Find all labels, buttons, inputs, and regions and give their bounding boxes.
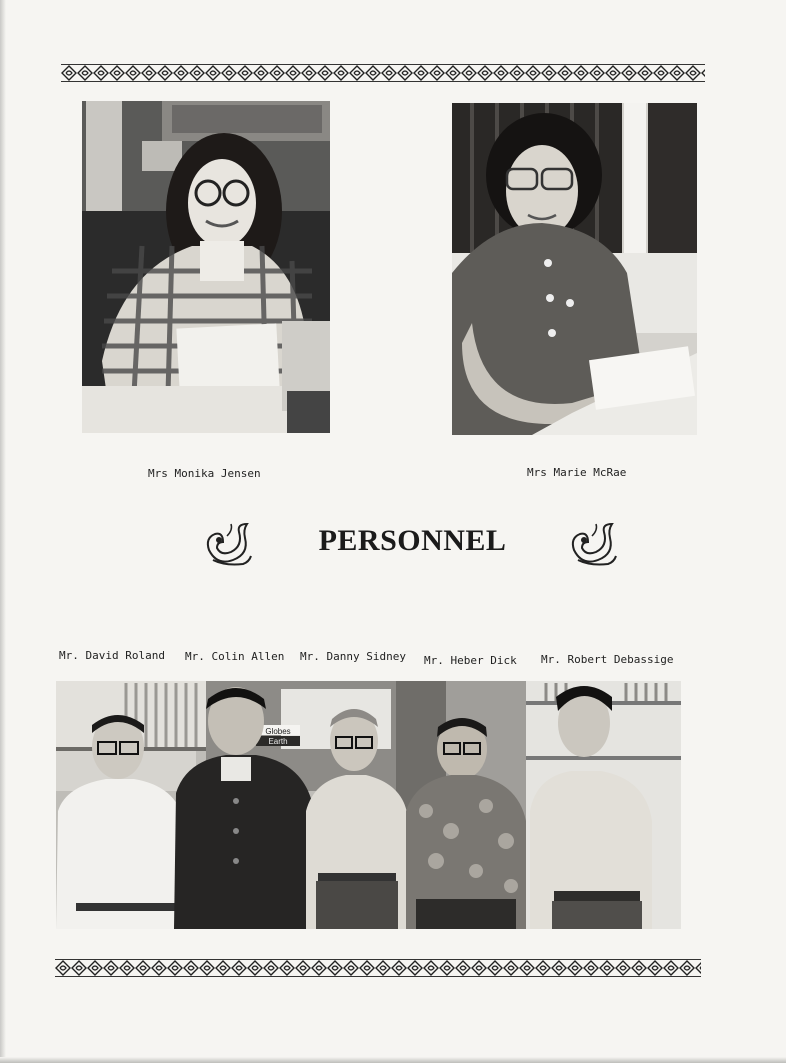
photo-monika-jensen xyxy=(82,101,330,433)
border-knot-motif xyxy=(78,66,92,80)
border-knot-motif xyxy=(616,961,630,975)
border-knot-motif xyxy=(670,66,684,80)
border-knot-motif xyxy=(56,961,70,975)
border-knot-motif xyxy=(238,66,252,80)
border-knot-motif xyxy=(334,66,348,80)
photo-marie-mcrae xyxy=(452,103,697,435)
border-knot-motif xyxy=(472,961,486,975)
border-knot-motif xyxy=(296,961,310,975)
border-knot-motif xyxy=(574,66,588,80)
caption-david-roland: Mr. David Roland xyxy=(59,649,165,662)
border-knot-motif xyxy=(216,961,230,975)
border-knot-motif xyxy=(120,961,134,975)
border-knot-motif xyxy=(462,66,476,80)
bottom-decorative-border xyxy=(55,959,701,977)
border-knot-motif xyxy=(392,961,406,975)
border-knot-motif xyxy=(654,66,668,80)
border-knot-motif xyxy=(184,961,198,975)
border-knot-motif xyxy=(302,66,316,80)
border-knot-motif xyxy=(478,66,492,80)
border-knot-motif xyxy=(104,961,118,975)
caption-robert-debassige: Mr. Robert Debassige xyxy=(541,653,674,666)
border-knot-motif xyxy=(686,66,700,80)
caption-monika-jensen: Mrs Monika Jensen xyxy=(148,467,261,480)
border-knot-motif xyxy=(142,66,156,80)
border-knot-motif xyxy=(376,961,390,975)
border-knot-motif xyxy=(600,961,614,975)
border-knot-motif xyxy=(280,961,294,975)
border-knot-motif xyxy=(510,66,524,80)
border-knot-motif xyxy=(440,961,454,975)
border-knot-motif xyxy=(398,66,412,80)
border-knot-motif xyxy=(702,66,705,80)
page-bottom-shadow xyxy=(0,1057,786,1063)
border-knot-motif xyxy=(632,961,646,975)
border-knot-motif xyxy=(360,961,374,975)
border-knot-motif xyxy=(168,961,182,975)
top-decorative-border xyxy=(61,64,705,82)
border-knot-motif xyxy=(558,66,572,80)
border-knot-motif xyxy=(648,961,662,975)
border-knot-motif xyxy=(94,66,108,80)
border-knot-motif xyxy=(584,961,598,975)
border-knot-motif xyxy=(328,961,342,975)
border-knot-motif xyxy=(520,961,534,975)
border-knot-motif xyxy=(424,961,438,975)
border-knot-motif xyxy=(264,961,278,975)
earth-sign: Earth xyxy=(268,737,288,746)
border-knot-motif xyxy=(222,66,236,80)
border-knot-motif xyxy=(430,66,444,80)
border-knot-motif xyxy=(606,66,620,80)
border-knot-motif xyxy=(446,66,460,80)
border-knot-motif xyxy=(488,961,502,975)
border-knot-motif xyxy=(680,961,694,975)
border-knot-motif xyxy=(62,66,76,80)
border-knot-motif xyxy=(318,66,332,80)
caption-danny-sidney: Mr. Danny Sidney xyxy=(300,650,406,663)
border-knot-motif xyxy=(366,66,380,80)
border-knot-motif xyxy=(136,961,150,975)
border-knot-motif xyxy=(664,961,678,975)
border-knot-motif xyxy=(542,66,556,80)
border-knot-motif xyxy=(414,66,428,80)
border-knot-motif xyxy=(568,961,582,975)
border-knot-motif xyxy=(536,961,550,975)
page-title: PERSONNEL xyxy=(318,524,507,557)
border-knot-motif xyxy=(270,66,284,80)
caption-heber-dick: Mr. Heber Dick xyxy=(424,654,517,667)
border-knot-motif xyxy=(696,961,701,975)
border-knot-motif xyxy=(504,961,518,975)
page-edge-shadow xyxy=(0,0,6,1063)
border-knot-motif xyxy=(174,66,188,80)
border-knot-motif xyxy=(526,66,540,80)
border-knot-motif xyxy=(152,961,166,975)
border-knot-motif xyxy=(72,961,86,975)
border-knot-motif xyxy=(622,66,636,80)
acanthus-scroll-ornament-right xyxy=(568,520,618,572)
acanthus-scroll-ornament-left xyxy=(203,520,253,572)
border-knot-motif xyxy=(382,66,396,80)
border-knot-motif xyxy=(312,961,326,975)
border-knot-motif xyxy=(344,961,358,975)
photo-group-staff xyxy=(56,681,681,929)
border-knot-motif xyxy=(590,66,604,80)
border-knot-motif xyxy=(408,961,422,975)
border-knot-motif xyxy=(158,66,172,80)
border-knot-motif xyxy=(638,66,652,80)
border-knot-motif xyxy=(286,66,300,80)
border-knot-motif xyxy=(254,66,268,80)
border-knot-motif xyxy=(350,66,364,80)
border-knot-motif xyxy=(200,961,214,975)
caption-colin-allen: Mr. Colin Allen xyxy=(185,650,285,663)
border-knot-motif xyxy=(232,961,246,975)
border-knot-motif xyxy=(88,961,102,975)
border-knot-motif xyxy=(190,66,204,80)
border-knot-motif xyxy=(110,66,124,80)
border-knot-motif xyxy=(126,66,140,80)
caption-marie-mcrae: Mrs Marie McRae xyxy=(527,466,627,479)
border-knot-motif xyxy=(456,961,470,975)
border-knot-motif xyxy=(248,961,262,975)
border-knot-motif xyxy=(206,66,220,80)
globes-sign: Globes xyxy=(265,727,291,736)
border-knot-motif xyxy=(552,961,566,975)
border-knot-motif xyxy=(494,66,508,80)
